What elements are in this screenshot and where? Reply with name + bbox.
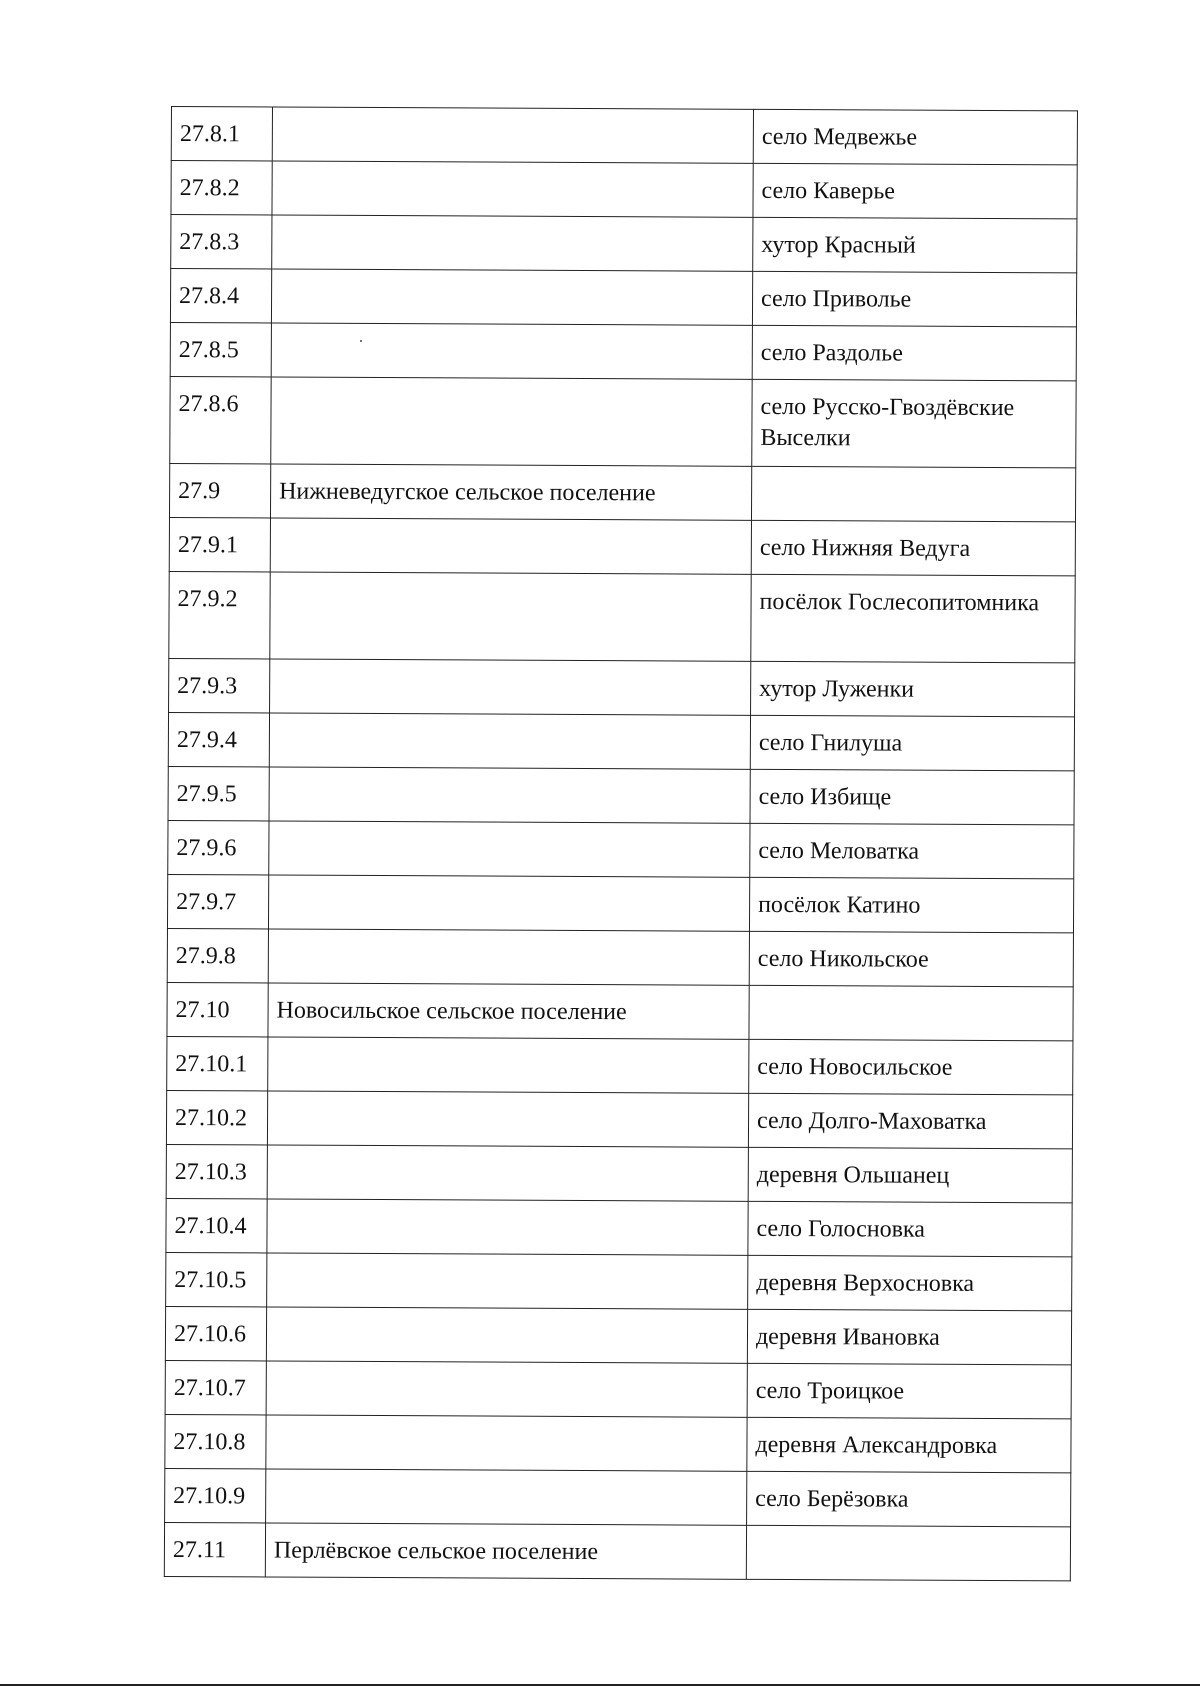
table-row <box>168 820 1074 878</box>
locality-name: село Нижняя Ведуга <box>751 520 1075 576</box>
row-number: 27.9.3 <box>169 658 270 712</box>
settlement-name: Новосильское сельское поселение <box>268 983 749 1039</box>
locality-name: село Берёзовка <box>747 1471 1071 1527</box>
settlement-name <box>266 1307 747 1363</box>
row-number: 27.10.6 <box>165 1306 266 1360</box>
locality-name: деревня Александровка <box>747 1417 1071 1473</box>
settlement-name <box>269 767 750 823</box>
row-number: 27.10.8 <box>165 1414 266 1468</box>
table-row <box>171 107 1077 165</box>
locality-name: хутор Луженки <box>751 661 1075 717</box>
settlement-name <box>270 659 751 715</box>
table-row <box>169 463 1075 521</box>
locality-name: село Меловатка <box>750 823 1074 879</box>
locality-name <box>749 985 1073 1041</box>
settlement-name <box>267 1091 748 1147</box>
locality-name: село Голосновка <box>748 1201 1072 1257</box>
locality-name: деревня Ольшанец <box>748 1147 1072 1203</box>
locality-name: село Приволье <box>752 271 1076 327</box>
settlement-name <box>267 1253 748 1309</box>
settlement-name <box>271 377 752 466</box>
row-number: 27.9.7 <box>167 874 268 928</box>
locality-name: деревня Ивановка <box>747 1309 1071 1365</box>
table-row <box>164 1522 1070 1580</box>
table-row <box>167 982 1073 1040</box>
table-row <box>170 269 1076 327</box>
row-number: 27.8.5 <box>170 322 271 376</box>
settlement-name <box>268 1037 749 1093</box>
row-number: 27.8.6 <box>170 376 271 463</box>
row-number: 27.10 <box>167 982 268 1036</box>
settlement-name <box>268 875 749 931</box>
table-row <box>169 517 1075 575</box>
row-number: 27.10.5 <box>166 1252 267 1306</box>
row-number: 27.10.4 <box>166 1198 267 1252</box>
locality-name: хутор Красный <box>753 217 1077 273</box>
locality-name: село Медвежье <box>753 109 1077 165</box>
table-row <box>166 1252 1072 1310</box>
scan-speck <box>360 340 362 342</box>
row-number: 27.9.8 <box>167 928 268 982</box>
locality-name: село Новосильское <box>749 1039 1073 1095</box>
locality-name <box>751 466 1075 522</box>
table-row <box>170 322 1076 380</box>
table-row <box>168 766 1074 824</box>
row-number: 27.9.4 <box>168 712 269 766</box>
row-number: 27.11 <box>164 1522 265 1576</box>
locality-name: село Гнилуша <box>750 715 1074 771</box>
table-row <box>169 571 1075 662</box>
table-row <box>171 215 1077 273</box>
locality-name: село Никольское <box>749 931 1073 987</box>
table-row <box>165 1306 1071 1364</box>
settlement-name <box>272 161 753 217</box>
table-row <box>168 712 1074 770</box>
table-row <box>171 161 1077 219</box>
settlement-name <box>271 269 752 325</box>
row-number: 27.10.9 <box>165 1468 266 1522</box>
row-number: 27.10.3 <box>166 1144 267 1198</box>
row-number: 27.10.1 <box>167 1036 268 1090</box>
table-row <box>167 1036 1073 1094</box>
locality-name: посёлок Катино <box>749 877 1073 933</box>
locality-name: посёлок Гослесопитомника <box>751 574 1075 663</box>
settlement-name <box>270 572 751 661</box>
locality-name: село Раздолье <box>752 325 1076 381</box>
row-number: 27.9.2 <box>169 571 270 658</box>
locality-name: деревня Верхосновка <box>748 1255 1072 1311</box>
row-number: 27.9 <box>169 463 270 517</box>
settlement-name <box>266 1469 747 1525</box>
settlement-name: Перлёвское сельское поселение <box>265 1523 746 1579</box>
table-row <box>167 874 1073 932</box>
row-number: 27.9.6 <box>168 820 269 874</box>
settlement-name <box>268 929 749 985</box>
row-number: 27.9.5 <box>168 766 269 820</box>
row-number: 27.8.3 <box>171 215 272 269</box>
table-row <box>169 658 1075 716</box>
row-number: 27.8.2 <box>171 161 272 215</box>
table-row <box>170 376 1076 467</box>
settlement-name <box>269 821 750 877</box>
settlement-name <box>266 1415 747 1471</box>
locality-name <box>746 1525 1070 1581</box>
locality-name: село Русско-Гвоздёвские Выселки <box>752 379 1076 468</box>
locality-name: село Долго-Маховатка <box>748 1093 1072 1149</box>
table-row <box>166 1090 1072 1148</box>
table-row <box>165 1360 1071 1418</box>
settlement-name <box>272 107 753 163</box>
page-bottom-rule <box>0 1684 1200 1686</box>
row-number: 27.9.1 <box>169 517 270 571</box>
settlement-name <box>269 713 750 769</box>
table-row <box>166 1144 1072 1202</box>
settlement-name <box>271 323 752 379</box>
settlement-name <box>267 1199 748 1255</box>
locality-name: село Троицкое <box>747 1363 1071 1419</box>
row-number: 27.10.7 <box>165 1360 266 1414</box>
settlement-name <box>266 1361 747 1417</box>
settlement-name <box>267 1145 748 1201</box>
row-number: 27.8.4 <box>170 269 271 323</box>
table-row <box>165 1414 1071 1472</box>
settlement-name <box>272 215 753 271</box>
settlement-name <box>270 518 751 574</box>
row-number: 27.10.2 <box>166 1090 267 1144</box>
table-row <box>165 1468 1071 1526</box>
locality-name: село Каверье <box>753 163 1077 219</box>
locality-name: село Избище <box>750 769 1074 825</box>
table-row <box>166 1198 1072 1256</box>
row-number: 27.8.1 <box>171 107 272 161</box>
settlements-table <box>164 106 1078 1581</box>
settlement-name: Нижневедугское сельское поселение <box>270 464 751 520</box>
table-row <box>167 928 1073 986</box>
